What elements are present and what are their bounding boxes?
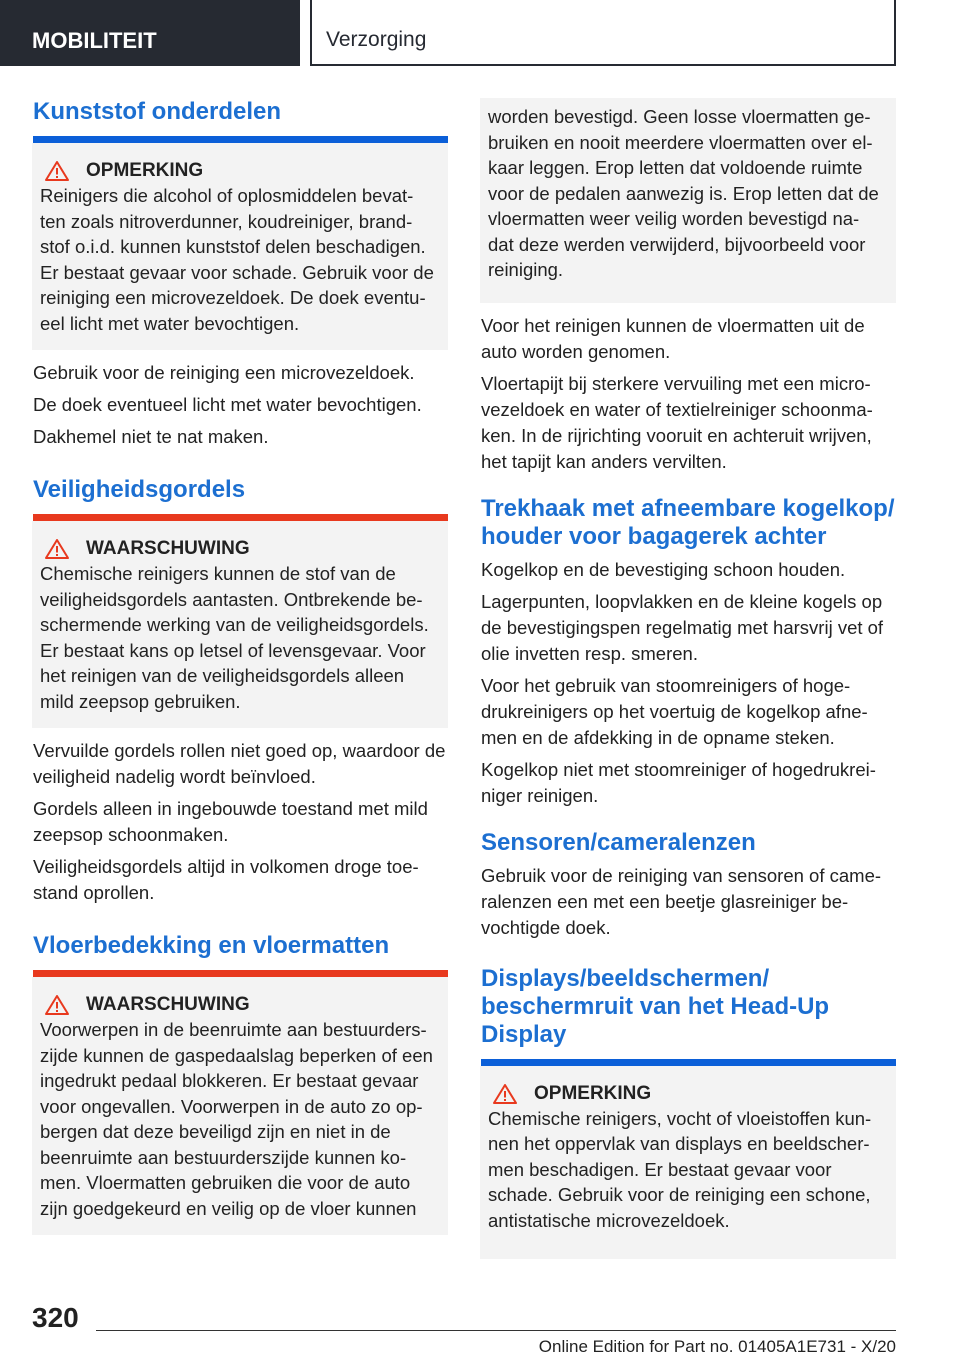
notice-box [480, 1066, 896, 1260]
notice-title: OPMERKING [488, 1082, 888, 1106]
notice-text: Reinigers die alcohol of oplosmiddelen bevat‐ ten zoals nitroverdunner, koudreiniger, brand‐ stof o.i.d. kunnen kunststof delen beschadigen. Er bestaat gevaar voor schade. Gebruik voor de reiniging een microvezeldoek. De doek eventu‐ eel licht met water bevochtigen. [40, 185, 434, 334]
paragraph: Voor het reinigen kunnen de vloermatten uit de auto worden genomen. [481, 314, 865, 362]
warning-text: Chemische reinigers kunnen de stof van de veiligheidsgordels aantasten. Ontbrekende be‐ schermende werking van de veiligheidsgordels. Er bestaat kans op letsel of levensgevaar. Voor het reinigen van de veiligheidsgordels alleen mild zeepsop gebruiken. [40, 563, 429, 712]
footer-divider [96, 1330, 896, 1331]
chapter-tab: Verzorging [310, 0, 896, 66]
paragraph: Vervuilde gordels rollen niet goed op, waardoor de veiligheid nadelig wordt beïnvloed. [33, 740, 446, 787]
warning-triangle-icon [492, 1083, 518, 1105]
warning-rule [33, 970, 448, 977]
warning-triangle-icon [44, 994, 70, 1016]
notice-box [32, 143, 448, 350]
warning-title: WAARSCHUWING [40, 993, 440, 1017]
paragraph: Gordels alleen in ingebouwde toestand met mild zeepsop schoonmaken. [33, 798, 428, 845]
paragraph: Vloertapijt bij sterkere vervuiling met een micro‐ vezeldoek en water of textielreiniger schoonma‐ ken. In de rijrichting vooruit en achteruit wrijven, het tapijt kan anders vervilten. [481, 372, 873, 472]
paragraph: Voor het gebruik van stoomreinigers of hoge‐ drukreinigers op het voertuig de kogelkop afne‐ men en de afdekking in de opname steken. [481, 674, 868, 748]
paragraph: Kogelkop en de bevestiging schoon houden. [481, 558, 846, 580]
warning-box-continued [480, 98, 896, 303]
paragraph: Veiligheidsgordels altijd in volkomen droge toe‐ stand oprollen. [33, 856, 419, 903]
warning-box [32, 521, 448, 728]
notice-rule [33, 136, 448, 143]
heading-tow-hitch: Trekhaak met afneembare kogelkop/ houder voor bagagerek achter [481, 494, 895, 550]
paragraph: Lagerpunten, loopvlakken en de kleine kogels op de bevestigingspen regelmatig met harsvrij vet of olie invetten resp. smeren. [481, 590, 884, 664]
warning-rule [33, 514, 448, 521]
heading-plastic: Kunststof onderdelen [33, 98, 282, 125]
paragraph: Gebruik voor de reiniging van sensoren of came‐ ralenzen een met een beetje glasreiniger be‐ vochtigde doek. [481, 864, 882, 938]
edition-note: Online Edition for Part no. 01405A1E731 - X/20 [538, 1337, 896, 1356]
heading-mats: Vloerbedekking en vloermatten [33, 932, 390, 959]
warning-box [32, 977, 448, 1235]
heading-sensors: Sensoren/cameralenzen [481, 828, 756, 856]
paragraph: De doek eventueel licht met water bevochtigen. [33, 394, 422, 415]
warning-triangle-icon [44, 538, 70, 560]
paragraph: Gebruik voor de reiniging een microvezeldoek. [33, 362, 415, 383]
page-number: 320 [32, 1302, 79, 1333]
notice-title: OPMERKING [40, 159, 440, 183]
heading-belts: Veiligheidsgordels [33, 476, 246, 503]
paragraph: Kogelkop niet met stoomreiniger of hogedrukrei‐ niger reinigen. [481, 758, 876, 806]
left-column [33, 98, 448, 1235]
right-column [481, 98, 896, 1259]
notice-rule [481, 1059, 896, 1066]
warning-title: WAARSCHUWING [40, 537, 440, 561]
heading-displays: Displays/beeldschermen/ beschermruit van het Head-Up Display [481, 964, 830, 1048]
notice-text: Chemische reinigers, vocht of vloeistoffen kun‐ nen het oppervlak van displays en beeldscher‐ men beschadigen. Er bestaat gevaar voor schade. Gebruik voor de reiniging een schone, antistatische microvezeldoek. [488, 1107, 872, 1231]
warning-text: worden bevestigd. Geen losse vloermatten ge‐ bruiken en nooit meerdere vloermatten over el‐ kaar leggen. Erop letten dat voldoende ruimte voor de pedalen aanwezig is. Erop letten dat de vloermatten weer veilig worden bevestigd na‐ dat deze werden verwijderd, bijvoorbeeld voor reiniging. [488, 106, 879, 280]
warning-triangle-icon [44, 160, 70, 182]
warning-text: Voorwerpen in de beenruimte aan bestuurders‐ zijde kunnen de gaspedaalslag beperken of een ingedrukt pedaal blokkeren. Er bestaat gevaar voor ongevallen. Voorwerpen in de auto zo op‐ bergen dat deze beveiligd zijn en niet in de beenruimte aan bestuurderszijde kunnen ko‐ men. Vloermatten gebruiken die voor de auto zijn goedgekeurd en veilig op de vloer kunnen [40, 1019, 433, 1219]
section-tab: MOBILITEIT [0, 0, 300, 66]
paragraph: Dakhemel niet te nat maken. [33, 426, 269, 447]
